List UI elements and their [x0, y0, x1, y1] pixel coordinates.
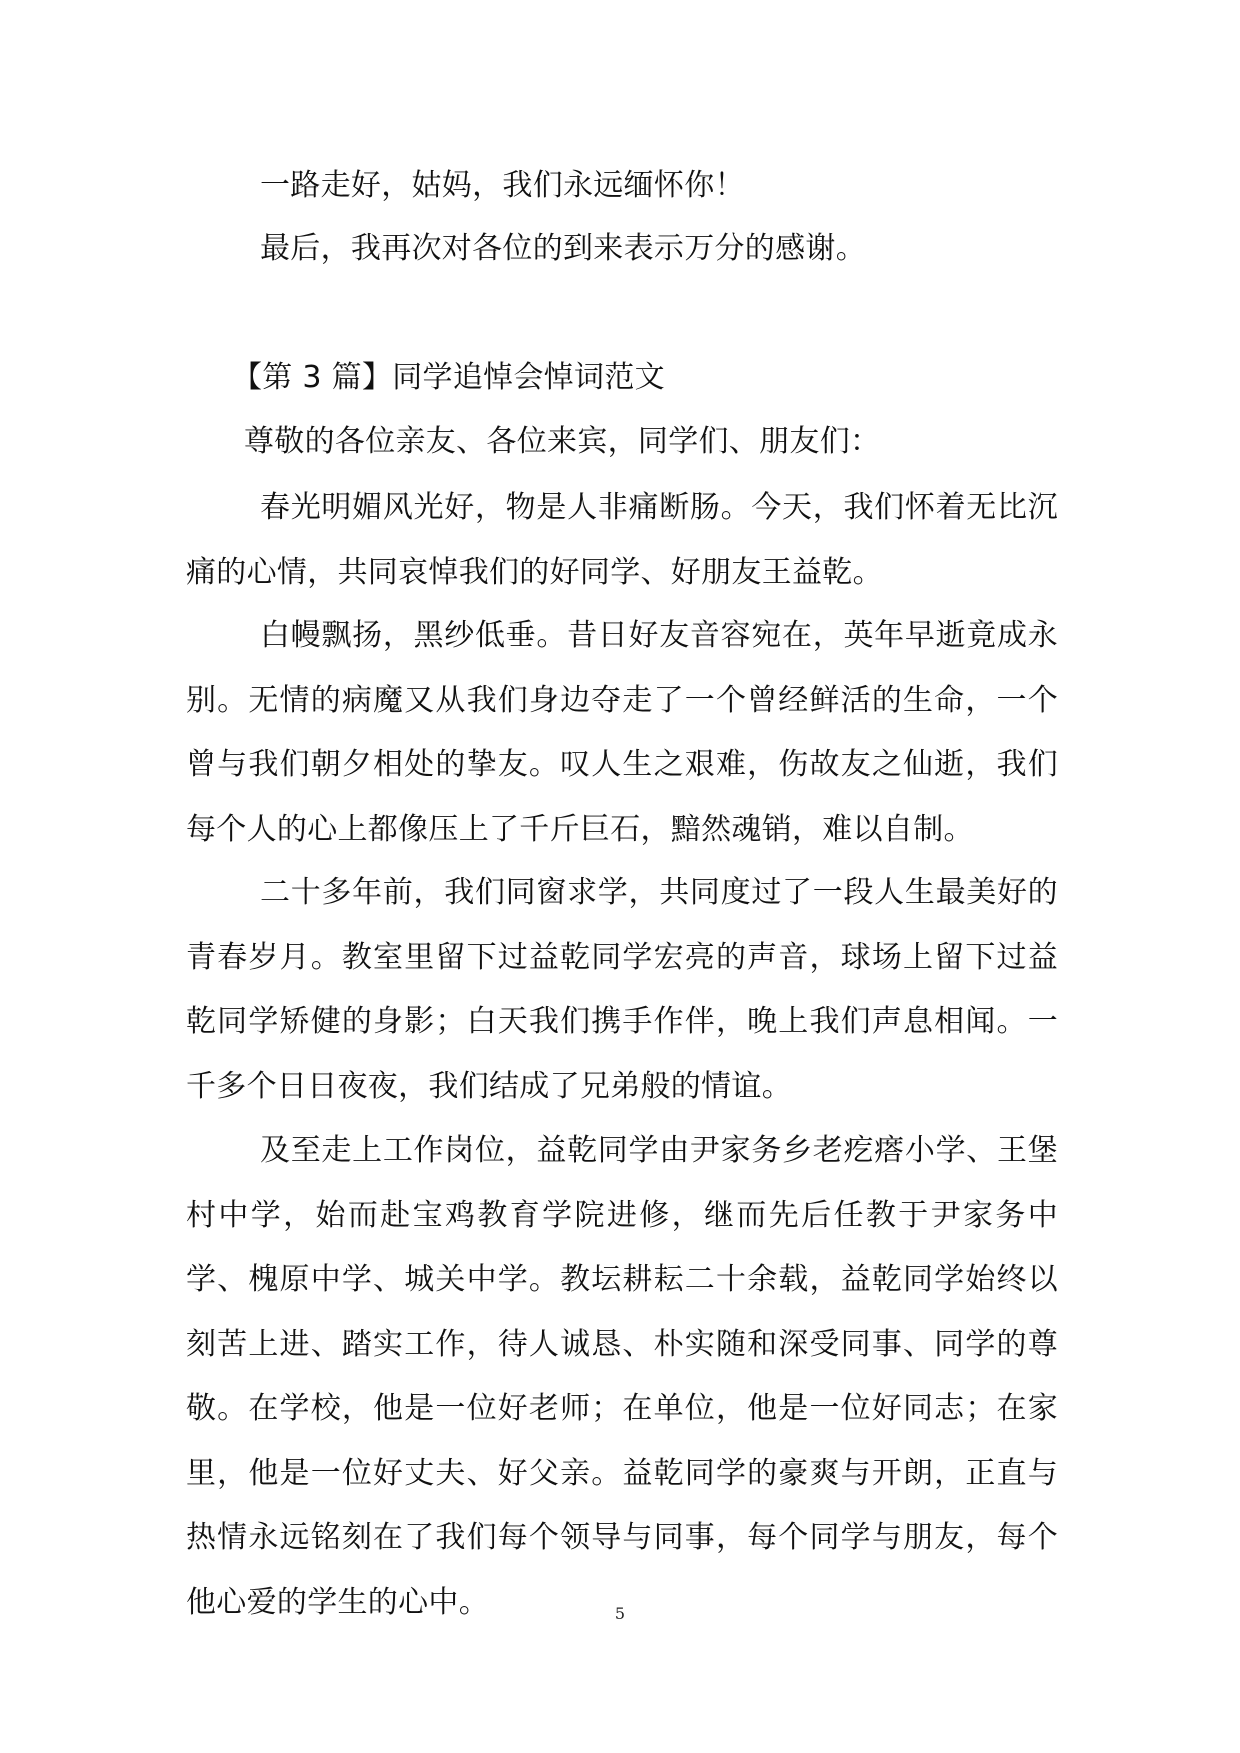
paragraph-opening: 春光明媚风光好，物是人非痛断肠。今天，我们怀着无比沉痛的心情，共同哀悼我们的好同学、好朋友王益乾。 — [186, 490, 1058, 590]
section-heading: 【第 3 篇】同学追悼会悼词范文 — [232, 360, 665, 395]
paragraph-mourning: 白幔飘扬，黑纱低垂。昔日好友音容宛在，英年早逝竟成永别。无情的病魔又从我们身边夺走了一个曾经鲜活的生命，一个曾与我们朝夕相处的挚友。叹人生之艰难，伤故友之仙逝，我们每个人的心上都像压上了千斤巨石，黯然魂销，难以自制。 — [186, 618, 1058, 847]
closing-line-farewell: 一路走好，姑妈，我们永远缅怀你！ — [260, 168, 745, 203]
paragraph-school-years: 二十多年前，我们同窗求学，共同度过了一段人生最美好的青春岁月。教室里留下过益乾同学宏亮的声音，球场上留下过益乾同学矫健的身影；白天我们携手作伴，晚上我们声息相闻。一千多个日日夜夜，我们结成了兄弟般的情谊。 — [186, 875, 1058, 1104]
paragraph-career: 及至走上工作岗位，益乾同学由尹家务乡老疙瘩小学、王堡村中学，始而赴宝鸡教育学院进修，继而先后任教于尹家务中学、槐原中学、城关中学。教坛耕耘二十余载，益乾同学始终以刻苦上进、踏实工作，待人诚恳、朴实随和深受同事、同学的尊敬。在学校，他是一位好老师；在单位，他是一位好同志；在家里，他是一位好丈夫、好父亲。益乾同学的豪爽与开朗，正直与热情永远铭刻在了我们每个领导与同事，每个同学与朋友，每个他心爱的学生的心中。 — [186, 1133, 1058, 1620]
salutation: 尊敬的各位亲友、各位来宾，同学们、朋友们： — [244, 424, 881, 459]
closing-line-thanks: 最后，我再次对各位的到来表示万分的感谢。 — [260, 231, 866, 266]
page-number: 5 — [614, 1604, 626, 1623]
